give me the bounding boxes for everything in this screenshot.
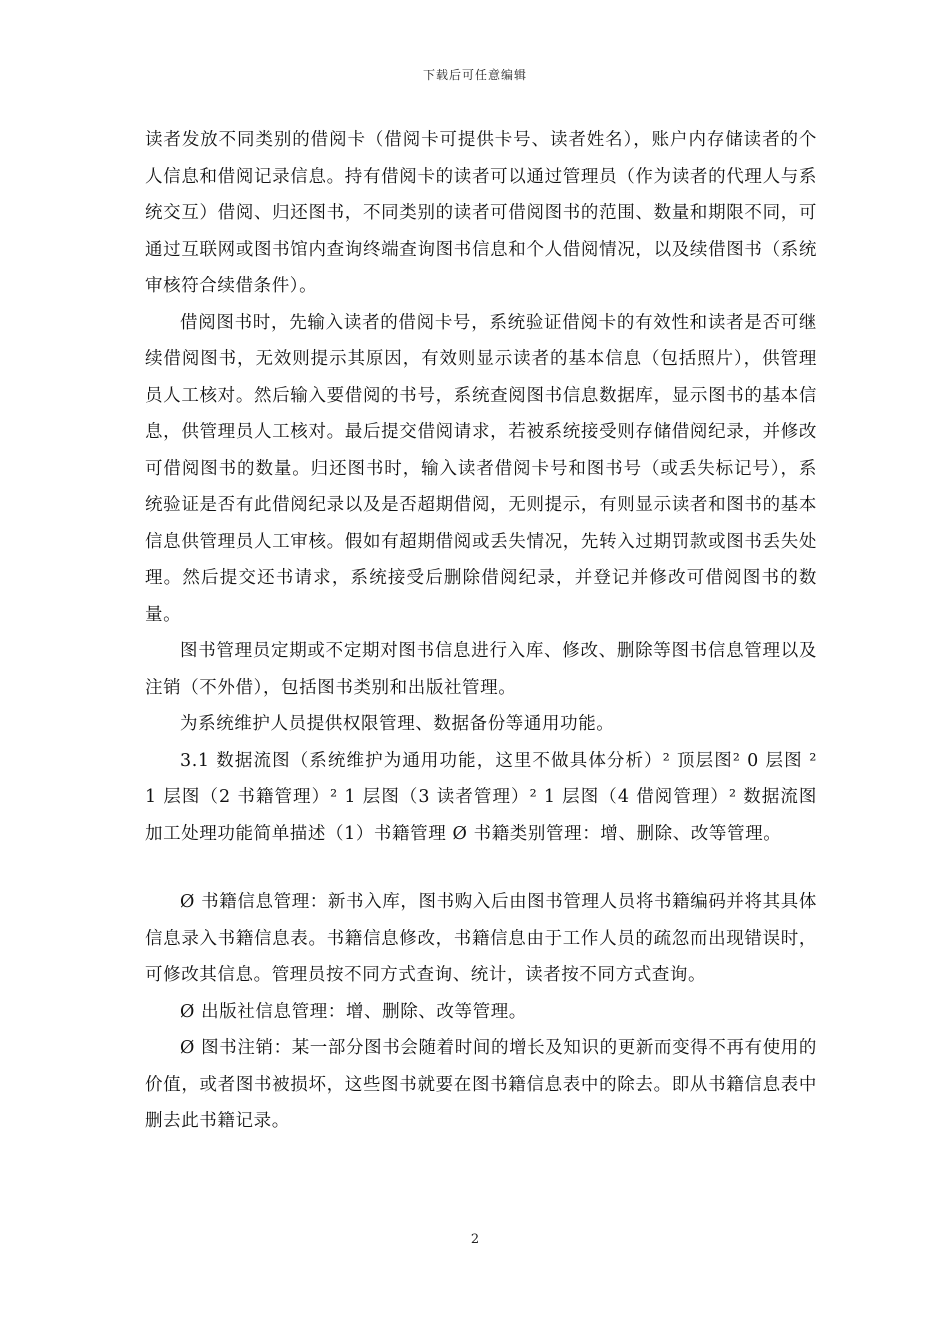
- paragraph-publisher-management: Ø 出版社信息管理：增、删除、改等管理。: [180, 1001, 527, 1022]
- paragraph-reader-cards: 读者发放不同类别的借阅卡（借阅卡可提供卡号、读者姓名），账户内存储读者的个人信息和借阅记录信息。持有借阅卡的读者可以通过管理员（作为读者的代理人与系统交互）借阅、归还图书，不同类别的读者可借阅图书的范围、数量和期限不同，可通过互联网或图书馆内查询终端查询图书信息和个人借阅情况，以及续借图书（系统审核符合续借条件）。: [145, 130, 817, 296]
- paragraph-book-info-management: Ø 书籍信息管理：新书入库，图书购入后由图书管理人员将书籍编码并将其具体信息录入书籍信息表。书籍信息修改，书籍信息由于工作人员的疏忽而出现错误时，可修改其信息。管理员按不同方式查询、统计，读者按不同方式查询。: [145, 892, 817, 985]
- paragraph-book-deregistration: Ø 图书注销：某一部分图书会随着时间的增长及知识的更新而变得不再有使用的价值，或者图书被损坏，这些图书就要在图书籍信息表中的除去。即从书籍信息表中删去此书籍记录。: [145, 1038, 817, 1131]
- paragraph-librarian: 图书管理员定期或不定期对图书信息进行入库、修改、删除等图书信息管理以及注销（不外借），包括图书类别和出版社管理。: [145, 641, 817, 698]
- page-number: 2: [470, 1232, 480, 1247]
- body-text: [145, 122, 817, 1140]
- paragraph-borrow-return: 借阅图书时，先输入读者的借阅卡号，系统验证借阅卡的有效性和读者是否可继续借阅图书，无效则提示其原因，有效则显示读者的基本信息（包括照片），供管理员人工核对。然后输入要借阅的书号，系统查阅图书信息数据库，显示图书的基本信息，供管理员人工核对。最后提交借阅请求，若被系统接受则存储借阅纪录，并修改可借阅图书的数量。归还图书时，输入读者借阅卡号和图书号（或丢失标记号），系统验证是否有此借阅纪录以及是否超期借阅，无则提示，有则显示读者和图书的基本信息供管理员人工审核。假如有超期借阅或丢失情况，先转入过期罚款或图书丢失处理。然后提交还书请求，系统接受后删除借阅纪录，并登记并修改可借阅图书的数量。: [145, 312, 817, 625]
- paragraph-data-flow: 3.1 数据流图（系统维护为通用功能，这里不做具体分析）² 顶层图² 0 层图 ² 1 层图（2 书籍管理）² 1 层图（3 读者管理）² 1 层图（4 借阅管理）² 数据流图加工处理功能简单描述（1）书籍管理 Ø 书籍类别管理：增、删除、改等管理。: [145, 750, 817, 844]
- page-header: 下载后可任意编辑: [422, 68, 527, 82]
- paragraph-maintenance: 为系统维护人员提供权限管理、数据备份等通用功能。: [180, 714, 615, 734]
